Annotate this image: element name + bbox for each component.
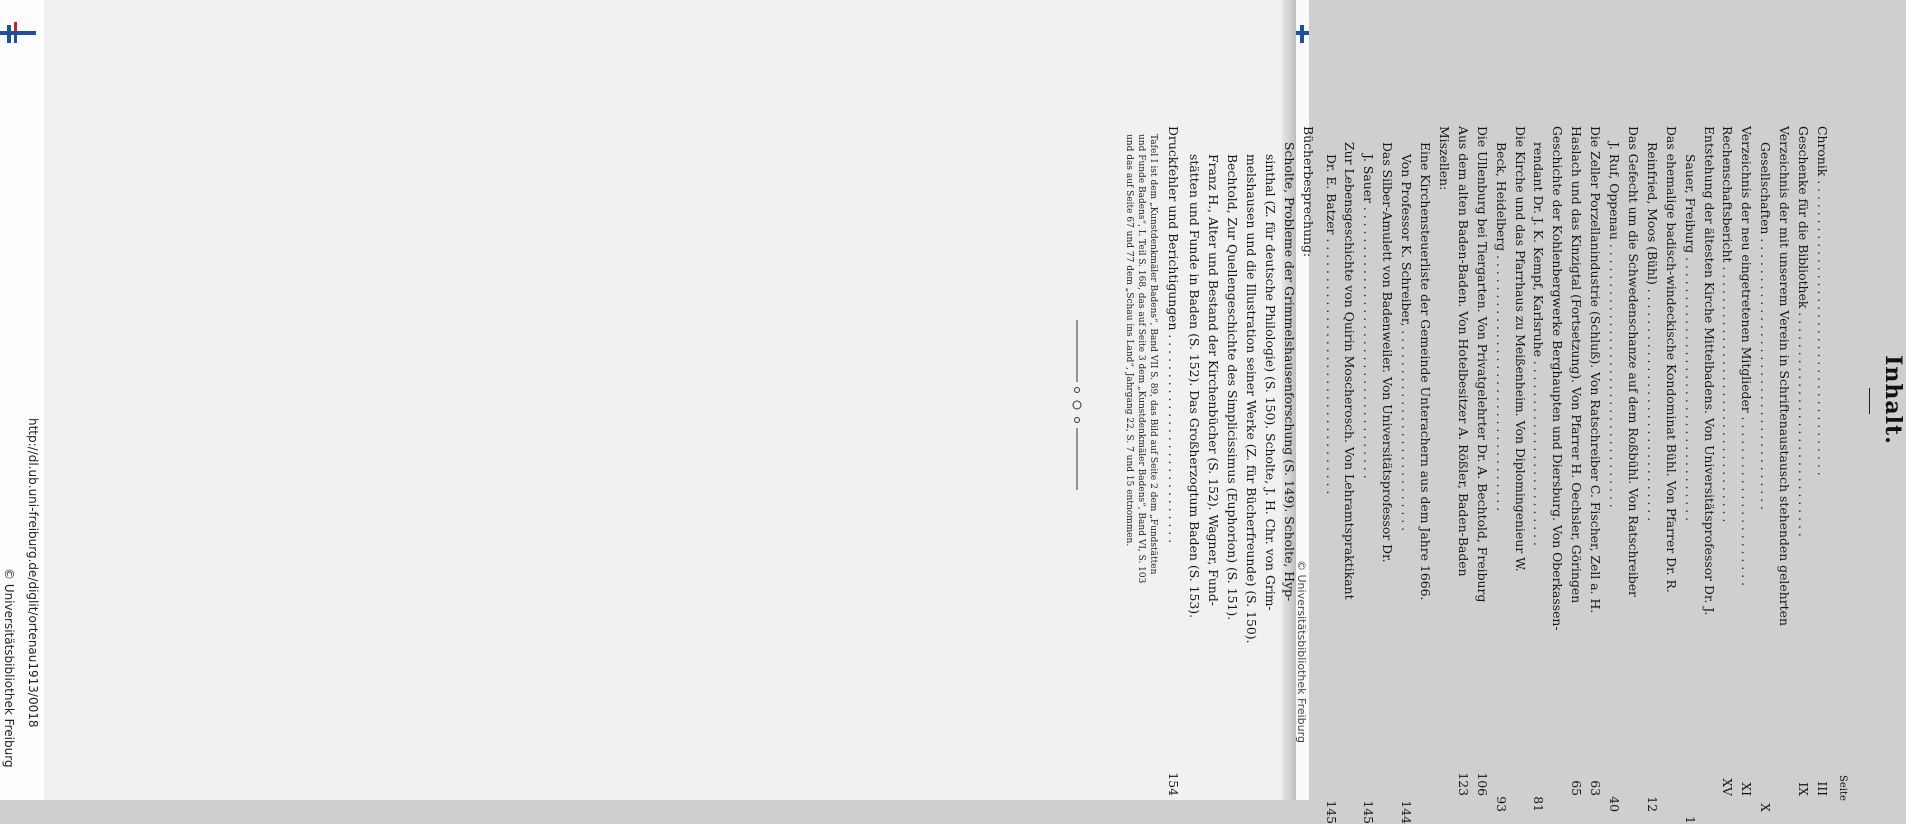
- toc-entry-title: Zur Lebensgeschichte von Quirin Moscherosch. Von Lehramtspraktikant: [1342, 142, 1358, 600]
- toc-entry-page: 40: [1607, 796, 1623, 812]
- toc-entry-page: XV: [1720, 778, 1736, 796]
- toc-entry: [1475, 126, 1490, 796]
- title-rule: [1869, 388, 1870, 414]
- toc-entry: [1494, 142, 1509, 812]
- toc-entry-title: Dr. E. Batzer . . . . . . . . . . . . . . . . . . . . . . . . . . . . . . . . .: [1323, 154, 1339, 495]
- toc-entry-page: 145: [1361, 800, 1377, 824]
- footnote-line: und das auf Seite 67 und 77 dem „Schau ins Land“, Jahrgang 22, S. 7 und 15 entnommen.: [1124, 134, 1135, 547]
- toc-entry: [1532, 142, 1547, 812]
- table-of-contents: [1082, 0, 1906, 824]
- toc-entry-title: Geschenke für die Bibliothek . . . . . . . . . . . . . . . . . . . . . . . . . . . . .: [1796, 126, 1812, 537]
- page-column-label: Seite: [1837, 775, 1848, 801]
- toc-entry-title: Verzeichnis der mit unserem Verein in Schriftenaustausch stehenden gelehrten: [1777, 126, 1793, 626]
- toc-entry: [1569, 126, 1584, 796]
- toc-entry-page: 154: [1166, 772, 1182, 796]
- toc-entry: [1343, 142, 1358, 812]
- toc-entry-title: Sauer, Freiburg . . . . . . . . . . . . . . . . . . . . . . . . . . . . . . . . . .: [1682, 154, 1698, 522]
- toc-entry-title: Scholte, Probleme der Grimmelshausenforschung (S. 149). Scholte, Hyp-: [1281, 142, 1297, 602]
- toc-entry-page: X: [1758, 803, 1774, 812]
- ub-freiburg-logo-icon: [0, 22, 36, 46]
- toc-entry: [1664, 126, 1679, 796]
- toc-entry-title: Bücherbesprechung:: [1300, 126, 1316, 258]
- toc-entry-title: rendant Dr. J. K. Kempf, Karlsruhe . . . . . . . . . . . . . . . . . . . . . . . .: [1531, 142, 1547, 546]
- toc-entry: [1437, 126, 1452, 796]
- toc-entry-page: 145: [1323, 800, 1339, 824]
- rotated-page-content: [1082, 0, 1906, 824]
- toc-entry: [1702, 126, 1717, 796]
- toc-entry-title: Beck, Heidelberg . . . . . . . . . . . . . . . . . . . . . . . . . . . . . . . . .: [1493, 142, 1509, 512]
- toc-entry-title: melshausen und die Illustration seiner Werke (Z. für Bücherfreunde) (S. 150).: [1244, 154, 1259, 644]
- toc-entry: [1187, 154, 1202, 824]
- toc-entry-title: Rechenschaftsbericht . . . . . . . . . . . . . . . . . . . . . . . . . . . . . . . . .: [1720, 126, 1736, 523]
- toc-entry-page: 63: [1588, 780, 1604, 796]
- toc-entry: [1777, 126, 1792, 796]
- toc-entry-page: IX: [1796, 782, 1812, 796]
- toc-entry: [1361, 154, 1376, 824]
- toc-entry: [1815, 126, 1830, 796]
- toc-entry-title: Das ehemalige badisch-windeckische Kondominat Bühl. Von Pfarrer Dr. R.: [1663, 126, 1679, 593]
- toc-entry-title: Die Zeller Porzellanindustrie (Schluß). Von Ratschreiber C. Fischer, Zell a. H.: [1588, 126, 1604, 614]
- toc-entry-title: sinthal (Z. für deutsche Philologie) (S. 150). Scholte, J. H. Chr. von Grim-: [1262, 154, 1278, 611]
- toc-entry-title: Haslach und das Kinzigtal (Fortsetzung). Von Pfarrer H. Oechsler, Göringen: [1569, 126, 1585, 604]
- toc-entry-title: Das Silber-Amulett von Badenweiler. Von Universitätsprofessor Dr.: [1380, 142, 1396, 563]
- toc-entry-title: Gesellschaften . . . . . . . . . . . . . . . . . . . . . . . . . . . . . . . . . . .: [1758, 142, 1774, 511]
- toc-entry: [1418, 142, 1433, 812]
- toc-entry: [1739, 126, 1754, 796]
- copyright-notice: © Universitätsbibliothek Freiburg: [2, 568, 16, 768]
- toc-entry: [1206, 154, 1221, 824]
- toc-entry-title: Druckfehler und Berichtigungen . . . . . . . . . . . . . . . . . . . . . . . . . . .: [1166, 126, 1182, 544]
- toc-entry-page: 65: [1569, 780, 1585, 796]
- toc-entry: [1645, 142, 1660, 812]
- toc-entry-title: Franz H., Alter und Bestand der Kirchenbücher (S. 152). Wagner, Fund-: [1206, 154, 1222, 606]
- toc-entry-title: Eine Kirchensteuerliste der Gemeinde Unterachern aus dem Jahre 1666.: [1418, 142, 1434, 601]
- toc-entry-title: stätten und Funde in Baden (S. 152). Das Großherzogtum Baden (S. 153).: [1187, 154, 1203, 619]
- toc-entry: [1399, 154, 1414, 824]
- toc-entry: [1721, 126, 1736, 796]
- toc-entry: [1244, 154, 1259, 824]
- toc-entry: [1683, 154, 1698, 824]
- toc-entry-title: Die Ullenburg bei Tiergarten. Von Privatgelehrter Dr. A. Bechtold, Freiburg: [1474, 126, 1490, 603]
- toc-entry: [1282, 142, 1297, 812]
- ornament-divider: [1071, 320, 1083, 490]
- toc-entry: [1456, 126, 1471, 796]
- toc-entry-page: 1: [1682, 816, 1698, 824]
- toc-entry: [1380, 142, 1395, 812]
- toc-entry-title: Reinfried, Moos (Bühl) . . . . . . . . . . . . . . . . . . . . . . . . . . . . . .: [1644, 142, 1660, 522]
- toc-entry-page: III: [1815, 781, 1830, 796]
- toc-entry: [1324, 154, 1339, 824]
- toc-entry: [1758, 142, 1773, 812]
- toc-entry: [1796, 126, 1811, 796]
- toc-entry-title: J. Ruf, Oppenau . . . . . . . . . . . . . . . . . . . . . . . . . . . . . . . . . .: [1607, 142, 1623, 508]
- toc-entry-page: 106: [1474, 772, 1490, 796]
- toc-entry: [1301, 126, 1316, 796]
- toc-entry-title: J. Sauer . . . . . . . . . . . . . . . . . . . . . . . . . . . . . . . . . . .: [1361, 154, 1377, 479]
- toc-entry-title: Miszellen:: [1437, 126, 1452, 191]
- toc-entry-page: 93: [1493, 796, 1509, 812]
- toc-entry: [1607, 142, 1622, 812]
- toc-entry-page: 144: [1399, 800, 1415, 824]
- toc-entry: [1626, 126, 1641, 796]
- toc-entry-title: Von Professor K. Schreiber, . . . . . . . . . . . . . . . . . . . . . . . . . .: [1399, 154, 1415, 532]
- toc-entry-title: Aus dem alten Baden-Baden. Von Hotelbesitzer A. Rößler, Baden-Baden: [1455, 126, 1471, 577]
- toc-entry: [1513, 126, 1528, 796]
- page-title: Inhalt.: [1880, 355, 1906, 445]
- footnote-line: und Funde Badens“, I. Teil S. 168, das auf Seite 3 dem „Kunstdenkmäler Badens“, Band VI, S. 103: [1136, 134, 1147, 584]
- toc-entry: [1166, 126, 1181, 796]
- toc-entry-page: 81: [1531, 796, 1547, 812]
- toc-entry-page: 12: [1644, 796, 1660, 812]
- footnote-line: Tafel I ist dem „Kunstdenkmäler Badens“, Band VII S. 89, das Bild auf Seite 2 dem „Fundstätten: [1148, 134, 1159, 575]
- toc-entry-title: Die Kirche und das Pfarrhaus zu Meißenheim. Von Diplomingenieur W.: [1512, 126, 1528, 572]
- toc-entry: [1263, 154, 1278, 824]
- toc-entry: [1588, 126, 1603, 796]
- toc-entry-page: XI: [1739, 782, 1755, 796]
- toc-entry-title: Das Gefecht um die Schwedenschanze auf dem Roßbühl. Von Ratschreiber: [1626, 126, 1641, 597]
- toc-entry-title: Bechtold, Zur Quellengeschichte des Simplicissimus (Euphorion) (S. 151).: [1225, 154, 1241, 621]
- toc-entry-title: Entstehung der ältesten Kirche Mittelbadens. Von Universitätsprofessor Dr. J.: [1701, 126, 1717, 616]
- source-url[interactable]: http://dl.ub.uni-freiburg.de/diglit/ortenau1913/0018: [26, 418, 40, 728]
- toc-entry-title: Geschichte der Kohlenbergwerke Berghaupten und Diersburg. Von Oberkassen-: [1550, 126, 1566, 631]
- toc-entry: [1550, 126, 1565, 796]
- toc-entry-title: Verzeichnis der neu eingetretenen Mitglieder . . . . . . . . . . . . . . . . . . . . . .: [1739, 126, 1755, 587]
- right-edge-copyright: © Universitätsbibliothek Freiburg: [1295, 560, 1308, 743]
- toc-entry: [1225, 154, 1240, 824]
- toc-entry-title: Chronik . . . . . . . . . . . . . . . . . . . . . . . . . . . . . . . . . . . . . .: [1815, 126, 1830, 476]
- toc-entry-page: 123: [1455, 772, 1471, 796]
